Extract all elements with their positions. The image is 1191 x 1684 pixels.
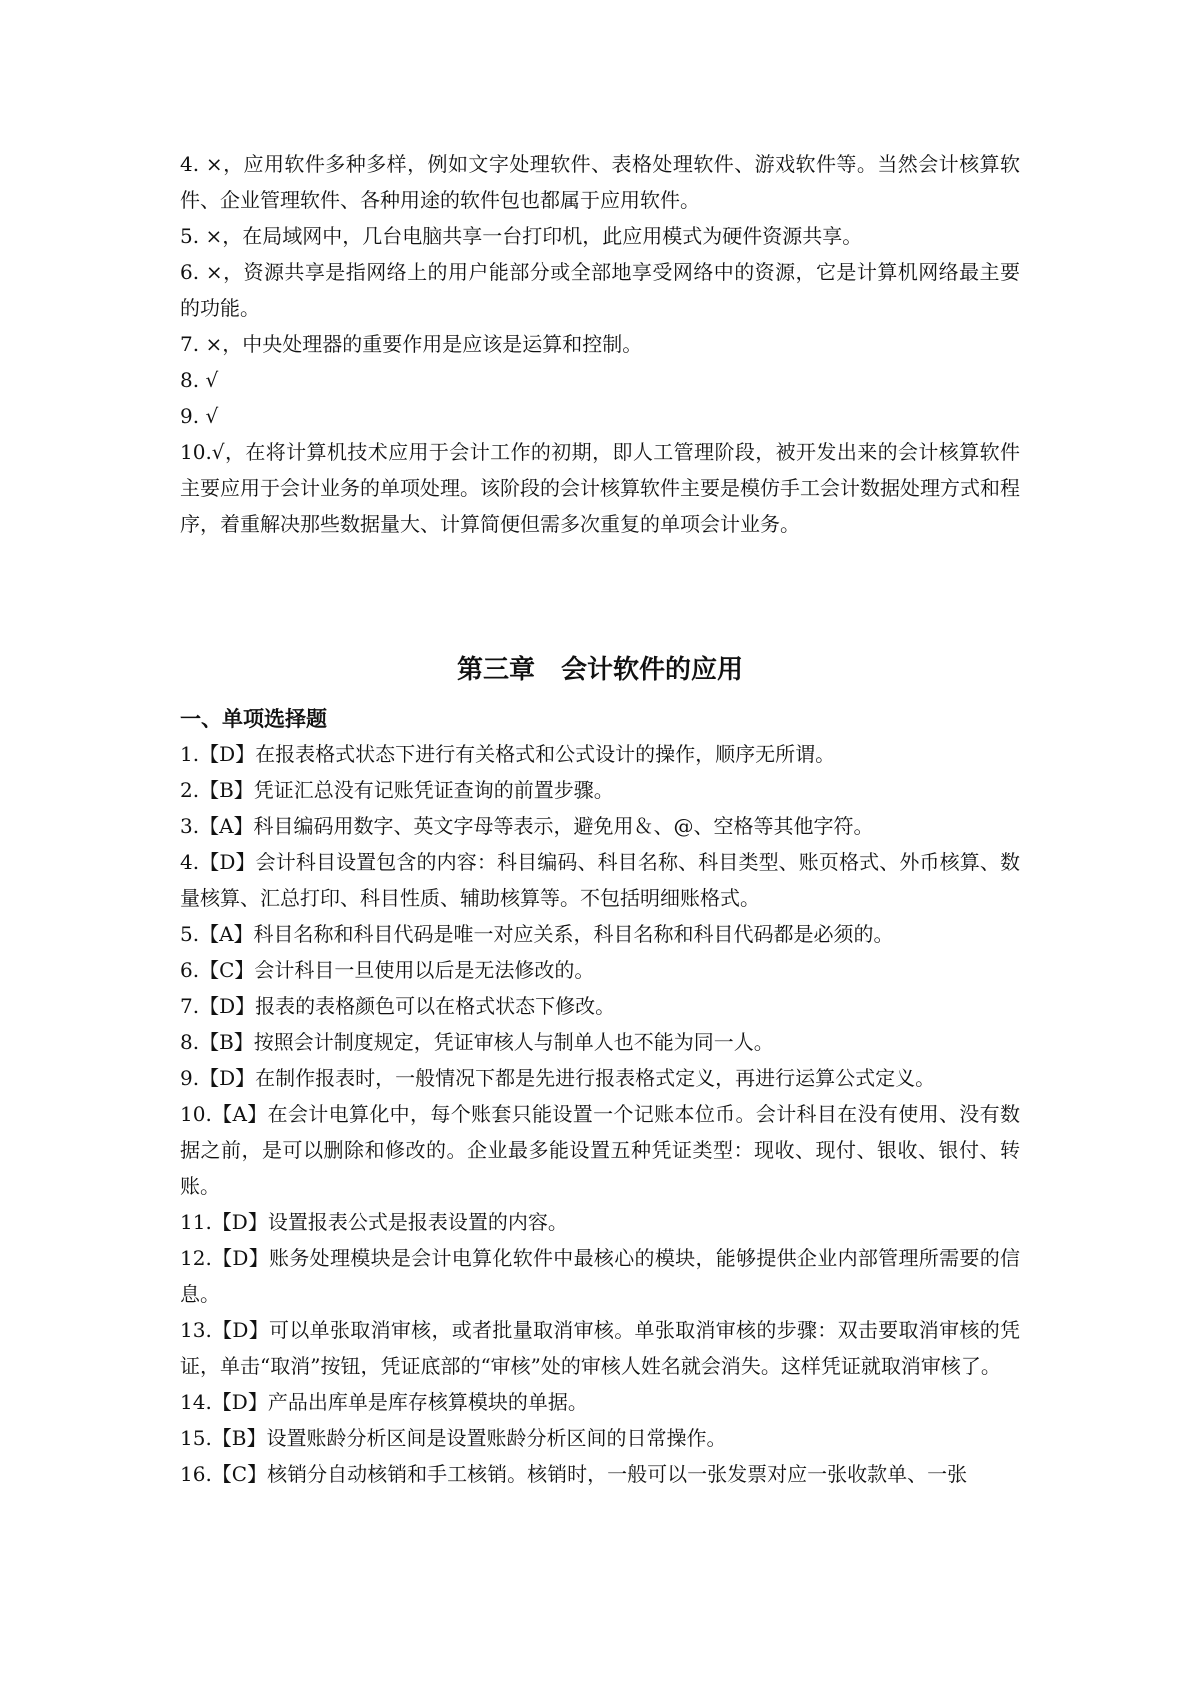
answer-item: 5. ×，在局域网中，几台电脑共享一台打印机，此应用模式为硬件资源共享。 (180, 224, 863, 248)
answer-item: 9. √ (180, 404, 219, 428)
answer-item: 4.【D】会计科目设置包含的内容：科目编码、科目名称、科目类型、账页格式、外币核算、数量核算、汇总打印、科目性质、辅助核算等。不包括明细账格式。 (180, 850, 1020, 910)
answer-item: 10.√，在将计算机技术应用于会计工作的初期，即人工管理阶段，被开发出来的会计核算软件主要应用于会计业务的单项处理。该阶段的会计核算软件主要是模仿手工会计数据处理方式和程序，着重解决那些数据量大、计算简便但需多次重复的单项会计业务。 (180, 440, 1020, 536)
answer-item: 7.【D】报表的表格颜色可以在格式状态下修改。 (180, 994, 616, 1018)
section-title: 一、单项选择题 (180, 707, 327, 731)
answer-item: 9.【D】在制作报表时，一般情况下都是先进行报表格式定义，再进行运算公式定义。 (180, 1066, 936, 1090)
answer-item: 8. √ (180, 368, 219, 392)
answer-item: 13.【D】可以单张取消审核，或者批量取消审核。单张取消审核的步骤：双击要取消审核的凭证，单击“取消”按钮，凭证底部的“审核”处的审核人姓名就会消失。这样凭证就取消审核了。 (180, 1318, 1020, 1378)
answer-item: 3.【A】科目编码用数字、英文字母等表示，避免用＆、@、空格等其他字符。 (180, 814, 874, 838)
previous-chapter-answers (180, 146, 1020, 542)
answer-item: 1.【D】在报表格式状态下进行有关格式和公式设计的操作，顺序无所谓。 (180, 742, 836, 766)
answer-item: 5.【A】科目名称和科目代码是唯一对应关系，科目名称和科目代码都是必须的。 (180, 922, 894, 946)
answer-item: 8.【B】按照会计制度规定，凭证审核人与制单人也不能为同一人。 (180, 1030, 774, 1054)
answer-item: 6.【C】会计科目一旦使用以后是无法修改的。 (180, 958, 595, 982)
answer-item: 2.【B】凭证汇总没有记账凭证查询的前置步骤。 (180, 778, 614, 802)
answer-item: 12.【D】账务处理模块是会计电算化软件中最核心的模块，能够提供企业内部管理所需要的信息。 (180, 1246, 1020, 1306)
answer-item: 10.【A】在会计电算化中，每个账套只能设置一个记账本位币。会计科目在没有使用、没有数据之前，是可以删除和修改的。企业最多能设置五种凭证类型：现收、现付、银收、银付、转账。 (180, 1102, 1020, 1198)
answer-item: 6. ×，资源共享是指网络上的用户能部分或全部地享受网络中的资源，它是计算机网络最主要的功能。 (180, 260, 1020, 320)
answer-item: 4. ×，应用软件多种多样，例如文字处理软件、表格处理软件、游戏软件等。当然会计核算软件、企业管理软件、各种用途的软件包也都属于应用软件。 (180, 152, 1020, 212)
chapter-three (180, 650, 1020, 1492)
answer-item: 11.【D】设置报表公式是报表设置的内容。 (180, 1210, 568, 1234)
answer-item: 7. ×，中央处理器的重要作用是应该是运算和控制。 (180, 332, 643, 356)
answer-item: 14.【D】产品出库单是库存核算模块的单据。 (180, 1390, 588, 1414)
chapter-title: 第三章 会计软件的应用 (456, 655, 743, 685)
answer-item: 15.【B】设置账龄分析区间是设置账龄分析区间的日常操作。 (180, 1426, 727, 1450)
answer-item: 16.【C】核销分自动核销和手工核销。核销时，一般可以一张发票对应一张收款单、一张 (180, 1462, 968, 1486)
